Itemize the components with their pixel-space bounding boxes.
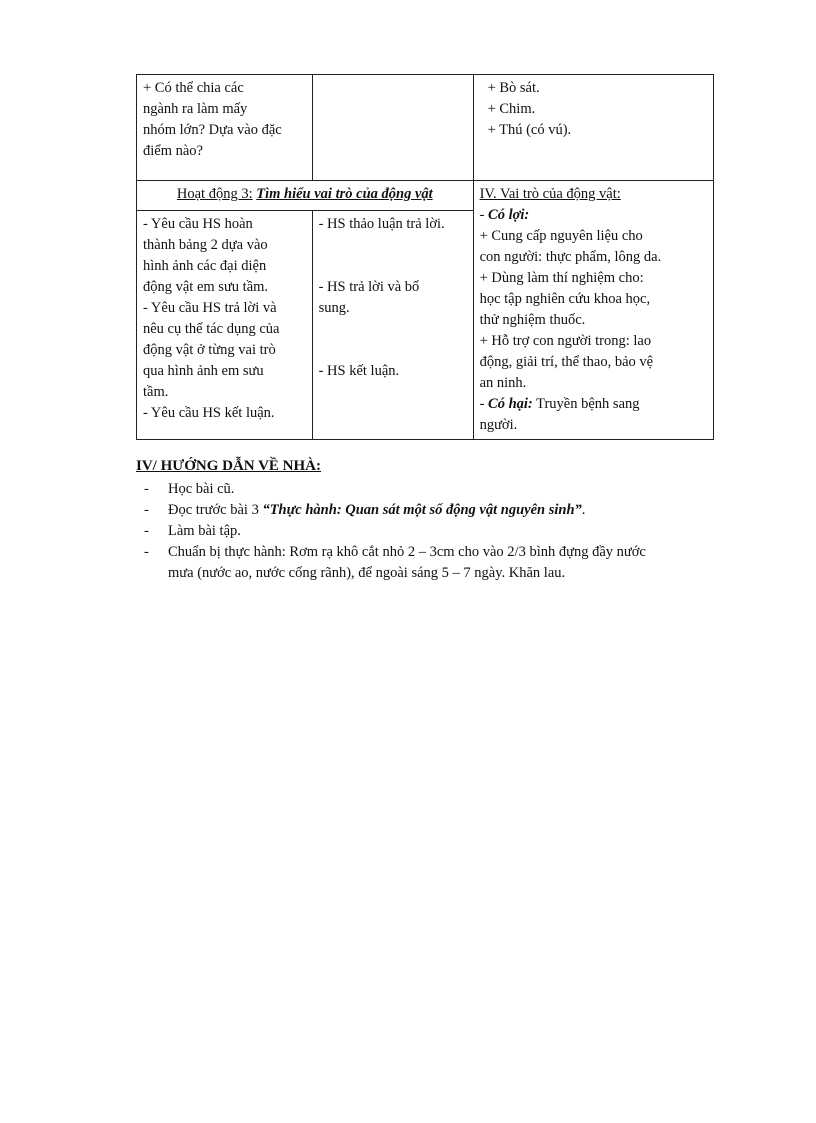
cell-text: tầm. [143,383,169,400]
cell-text: - HS kết luận. [318,362,400,379]
answer-cell [473,75,713,181]
list-item: - Làm bài tập. [144,523,241,539]
homework-heading: IV/ HƯỚNG DẪN VỀ NHÀ: [136,458,322,474]
table-row [137,75,714,181]
cell-text: điểm nào? [143,143,203,159]
cell-text: + Hỗ trợ con người trong: lao [479,333,652,349]
cell-text: con người: thực phẩm, lông da. [479,249,662,265]
cell-text: nhóm lớn? Dựa vào đặc [143,122,282,138]
empty-cell [312,75,473,181]
cell-text: nêu cụ thể tác dụng của [143,320,280,337]
cell-text: + Có thể chia các [143,80,244,96]
benefit-label: Có lợi: [488,207,530,223]
cell-text: + Thú (có vú). [487,122,572,138]
activity-title: Tìm hiểu vai trò của động vật [256,186,433,202]
table-row [137,181,714,211]
list-item: - Đọc trước bài 3 “Thực hành: Quan sát một số động vật nguyên sinh”. [144,502,586,518]
lesson-table [136,74,714,440]
teacher-activity-cell [137,210,313,439]
list-item: - Học bài cũ. [144,481,235,497]
cell-text: + Dùng làm thí nghiệm cho: [479,270,644,286]
homework-list [136,479,736,584]
cell-text: hình ảnh các đại diện [143,257,267,274]
cell-text: thành bảng 2 dựa vào [143,236,268,253]
cell-text: - HS thảo luận trả lời. [318,215,445,232]
role-cell: IV. Vai trò của động vật: - Có lợi: + Cung cấp nguyên liệu cho con người: thực phẩm, lông da. + Dùng làm thí nghiệm cho: học tập nghiên cứu khoa học, thử nghiệm thuốc. + Hỗ trợ con người trong: lao động, giải trí, thể thao, bảo vệ an ninh. - Có hại: Truyền bệnh sang người. [473,181,713,440]
lesson-title: “Thực hành: Quan sát một số động vật nguyên sinh” [262,502,582,518]
cell-text: động vật em sưu tầm. [143,278,269,295]
homework-section [136,458,736,584]
cell-text: động, giải trí, thể thao, bảo vệ [479,354,654,370]
activity-label: Hoạt động 3: [176,186,253,202]
cell-text: - Yêu cầu HS kết luận. [143,404,275,421]
cell-text: sung. [318,299,350,316]
list-item: - Chuẩn bị thực hành: Rơm rạ khô cắt nhỏ 2 – 3cm cho vào 2/3 bình đựng đầy nước mưa (nước ao, nước cống rãnh), để ngoài sáng 5 – 7 ngày. Khăn lau. [144,544,646,581]
cell-text: an ninh. [479,375,527,391]
section-header: IV. Vai trò của động vật: [479,186,621,202]
cell-text: ngành ra làm mấy [143,101,248,117]
cell-text: - Yêu cầu HS trả lời và [143,299,277,316]
cell-text: + Cung cấp nguyên liệu cho [479,228,643,244]
cell-text: Truyền bệnh sang [536,396,640,412]
cell-text: - Yêu cầu HS hoàn [143,215,253,232]
student-activity-cell [312,210,473,439]
cell-text: học tập nghiên cứu khoa học, [479,291,651,307]
cell-text: động vật ở từng vai trò [143,341,276,358]
cell-text: thử nghiệm thuốc. [479,312,586,328]
harm-label: Có hại: [488,396,533,412]
cell-text: qua hình ảnh em sưu [143,362,264,379]
cell-text: + Chim. [487,101,536,117]
cell-text: + Bò sát. [487,80,540,96]
question-cell [137,75,313,181]
cell-text: - HS trả lời và bổ [318,278,420,295]
cell-text: người. [479,417,518,433]
activity-header-cell [137,181,474,211]
